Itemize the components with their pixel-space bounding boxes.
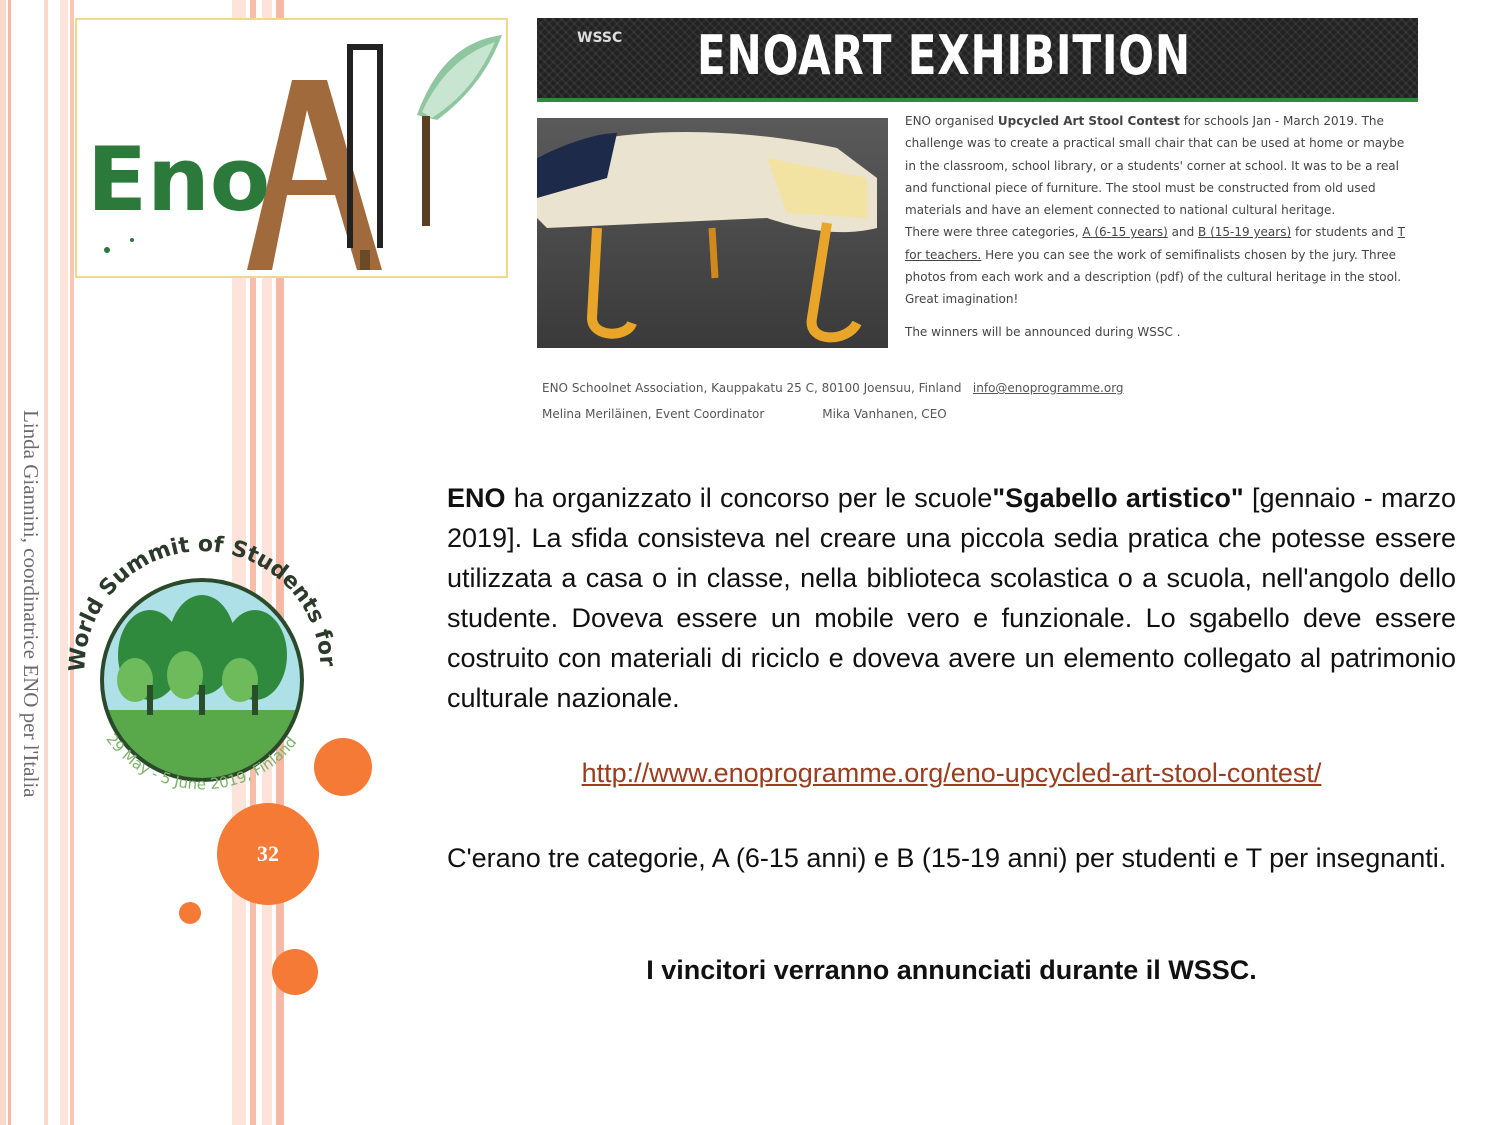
banner-para1-post: for schools Jan - March 2019. The challenge was to create a practical small chair that can be used at home or maybe in the classroom, school library, or a students' corner at school. It was to be a real and functional piece of furniture. The stool must be constructed from old used materials and have an element connected to national cultural heritage.: [905, 114, 1405, 218]
banner-divider: [537, 98, 1418, 102]
wssc-arc-text: World Summit of Students for: [65, 532, 340, 673]
banner-category-a: A (6-15 years): [1082, 225, 1168, 240]
banner-paragraph-2: [905, 221, 1410, 310]
main-paragraph: [447, 478, 1456, 718]
banner-header: [537, 18, 1418, 98]
banner-contest-name: Upcycled Art Stool Contest: [997, 114, 1180, 128]
main-text-pre: ha organizzato il concorso per le scuole: [505, 483, 993, 513]
banner-para2-b: and: [1167, 225, 1199, 240]
banner-category-b: B (15-19 years): [1198, 225, 1292, 240]
page-number: 32: [217, 803, 319, 905]
main-contest-name: "Sgabello artistico": [992, 483, 1244, 513]
banner-para1-pre: ENO organised: [905, 114, 998, 128]
logo-text: Eno: [87, 128, 271, 231]
decorative-circle-small: [179, 902, 201, 924]
main-eno-bold: ENO: [447, 483, 506, 513]
enoart-logo: [75, 18, 508, 278]
enoart-logo-graphic: [77, 20, 508, 278]
banner-para2-c: for students and: [1291, 225, 1398, 240]
banner-org-label: WSSC: [577, 30, 623, 46]
author-vertical-text: Linda Giannini, coordinatrice ENO per l'Italia: [19, 410, 43, 798]
main-text-post: [gennaio - marzo 2019]. La sfida consisteva nel creare una piccola sedia pratica che potesse essere utilizzata a casa o in classe, nella biblioteca scolastica o a scuola, nell'angolo dello studente. Doveva essere un mobile vero e funzionale. Lo sgabello deve essere costruito con materiali di riciclo e doveva avere un elemento collegato al patrimonio culturale nazionale.: [447, 483, 1456, 713]
banner-address: ENO Schoolnet Association, Kauppakatu 25 C, 80100 Joensuu, Finland: [542, 381, 962, 395]
banner-footer: [542, 375, 1124, 427]
banner-para2-d: Here you can see the work of semifinalists chosen by the jury. Three photos from each work and a description (pdf) of the cultural heritage in the stool. Great imagination!: [905, 247, 1402, 307]
wssc-dates-text: 29 May - 5 June 2019, Finland: [102, 730, 301, 794]
banner-title: ENOART EXHIBITION: [697, 24, 1191, 87]
banner-para2-a: There were three categories,: [905, 225, 1083, 240]
stool-photo: [537, 118, 888, 348]
winners-announcement: I vincitori verranno annunciati durante il WSSC.: [646, 955, 1257, 985]
banner-coordinator: Melina Meriläinen, Event Coordinator: [542, 407, 765, 421]
enoart-banner: [537, 18, 1418, 421]
banner-category-t: T for teachers.: [905, 225, 1405, 262]
categories-text: C'erano tre categorie, A (6-15 anni) e B (15-19 anni) per studenti e T per insegnanti.: [447, 843, 1447, 873]
decorative-circle-large: [314, 738, 372, 796]
banner-description: [905, 110, 1410, 343]
decorative-circle-medium: [272, 949, 318, 995]
banner-paragraph-1: [905, 110, 1410, 221]
banner-winners: The winners will be announced during WSSC .: [905, 324, 1181, 339]
contest-link[interactable]: http://www.enoprogramme.org/eno-upcycled-art-stool-contest/: [581, 758, 1322, 788]
author-vertical-text-container: [18, 410, 48, 950]
banner-ceo: Mika Vanhanen, CEO: [822, 407, 947, 421]
wssc-logo: [55, 510, 350, 810]
banner-email-link[interactable]: info@enoprogramme.org: [972, 381, 1124, 395]
